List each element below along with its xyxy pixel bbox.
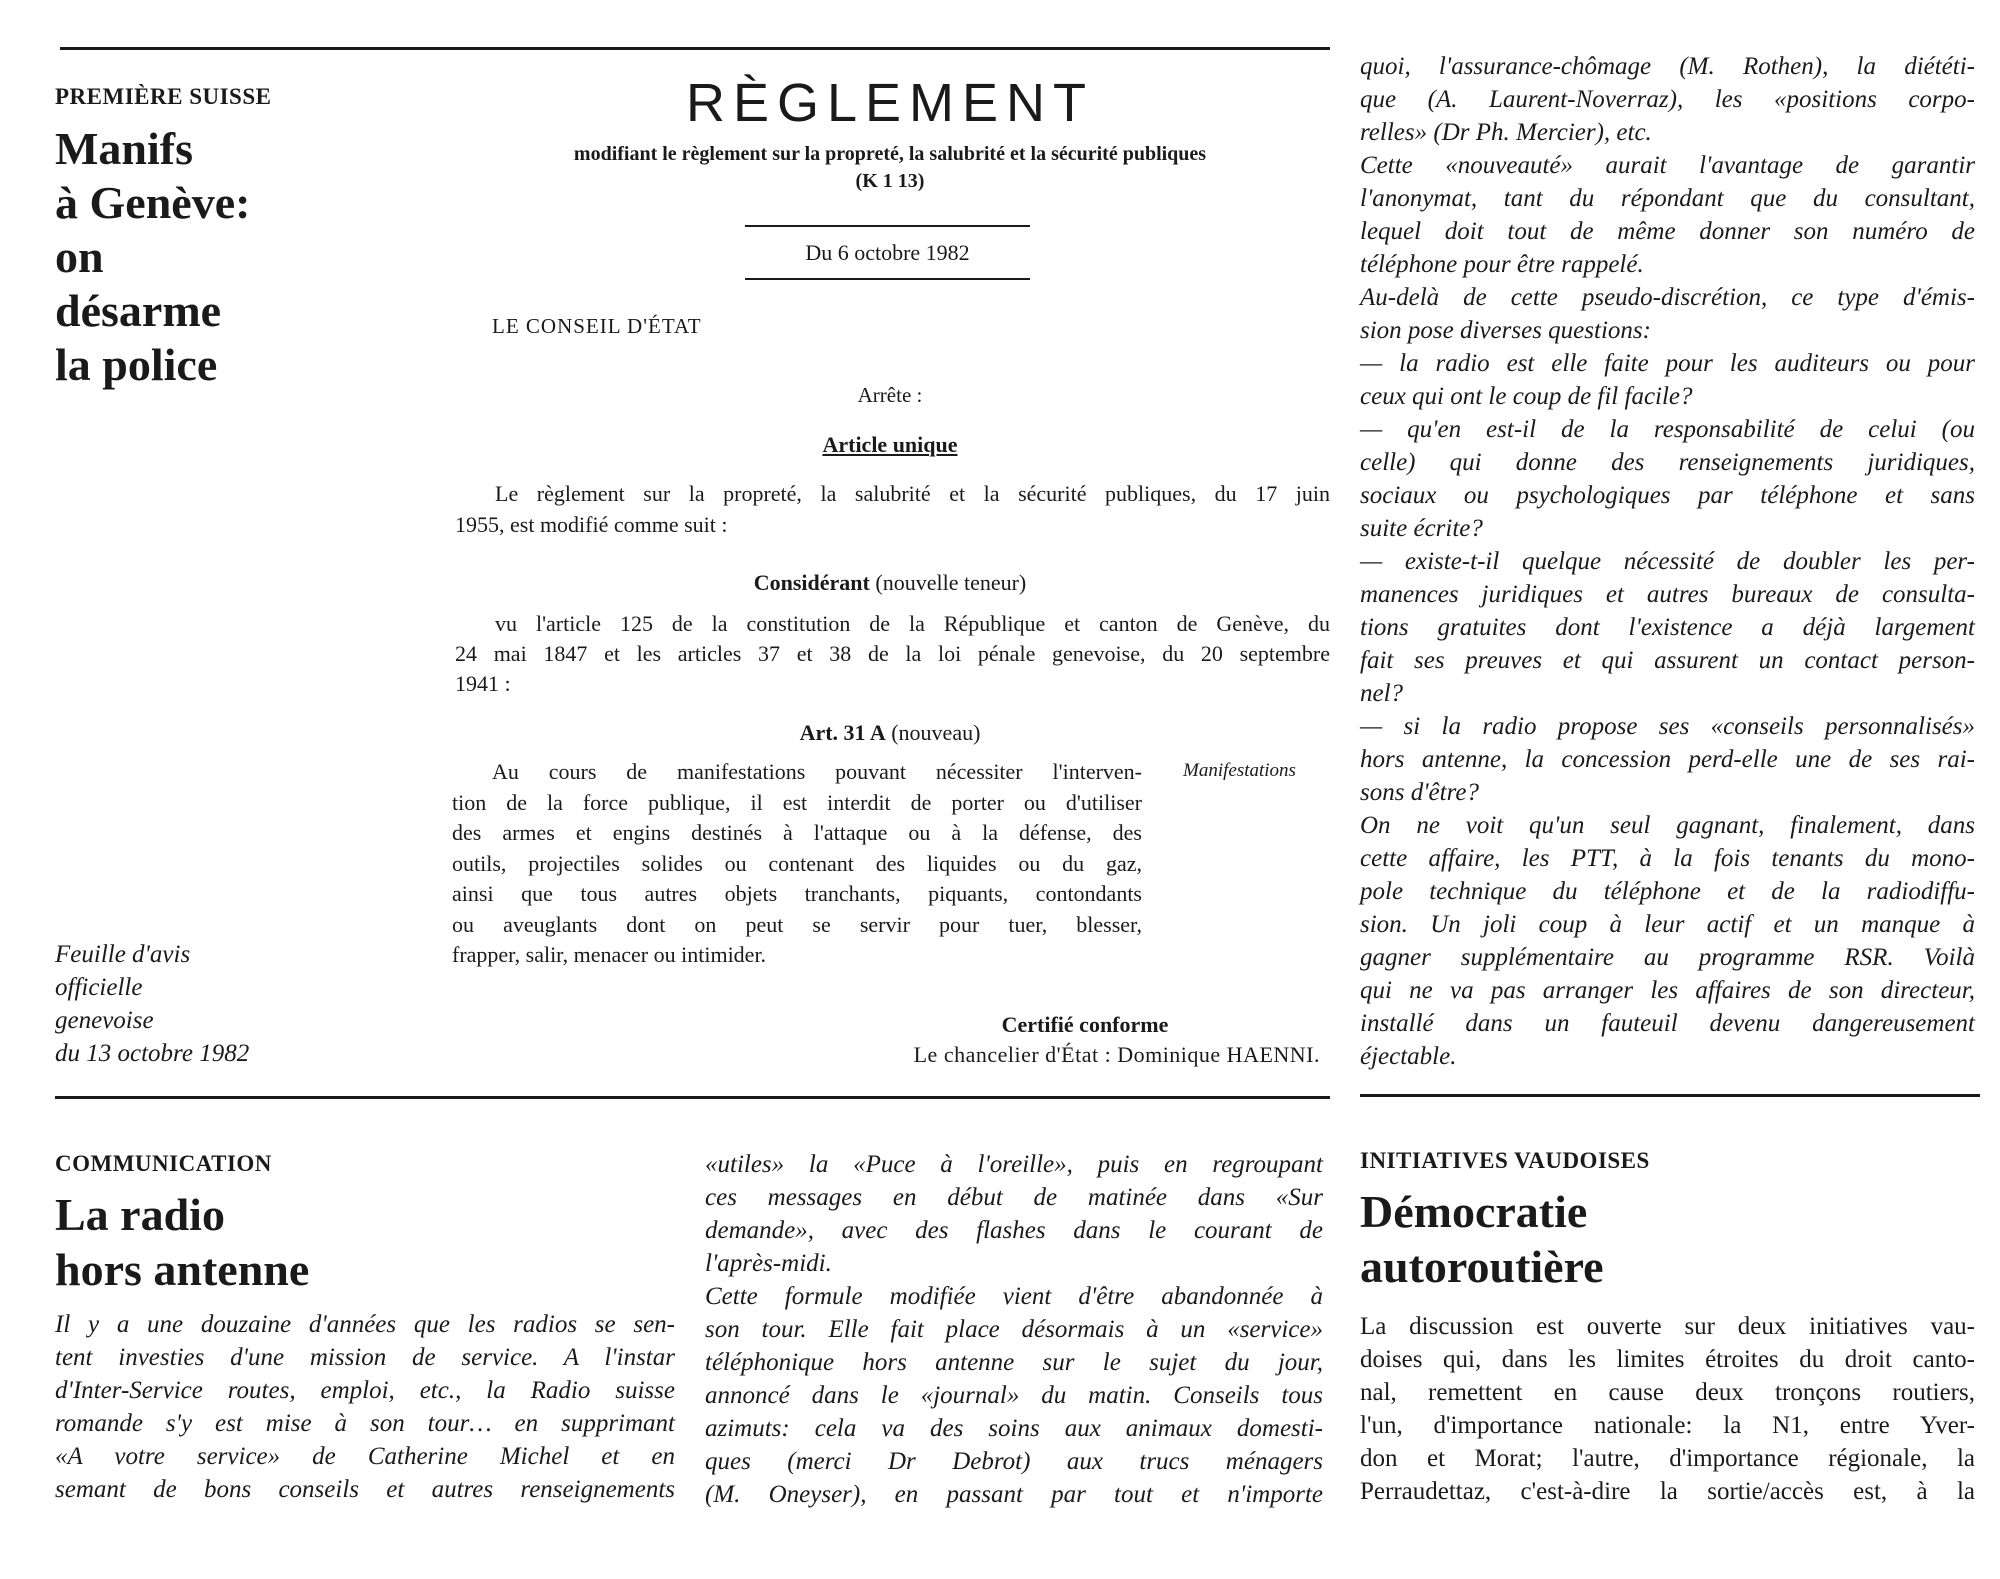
middle-rule-left: [55, 1096, 1330, 1099]
text-line: doises qui, dans les limites étroites du droit canto-: [1360, 1346, 1975, 1373]
text-line: «A votre service» de Catherine Michel et en: [55, 1443, 675, 1470]
headline-line: autoroutière: [1360, 1241, 1604, 1292]
art31-heading: [455, 720, 1325, 746]
section-kicker-communication: COMMUNICATION: [55, 1151, 272, 1176]
text-line: — qu'en est-il de la responsabilité de celui (ou: [1360, 416, 1975, 443]
text-line: nel?: [1360, 680, 1404, 707]
text-line: téléphonique hors antenne sur le sujet du jour,: [705, 1349, 1323, 1376]
text-line: nal, remettent en cause deux tronçons routiers,: [1360, 1379, 1975, 1406]
text-line: fait ses preuves et qui assurent un contact person-: [1360, 647, 1975, 674]
reglement-paragraph-3: [452, 757, 1142, 971]
text-line: La discussion est ouverte sur deux initiatives vau-: [1360, 1313, 1975, 1340]
paragraph-line: des armes et engins destinés à l'attaque ou à la défense, des: [452, 820, 1142, 845]
text-line: On ne voit qu'un seul gagnant, finalement, dans: [1360, 812, 1975, 839]
headline-line: à Genève:: [55, 177, 251, 228]
vaudoises-article-text: [1360, 1310, 1975, 1508]
headline-line: désarme: [55, 285, 222, 336]
reglement-subtitle: modifiant le règlement sur la propreté, la salubrité et la sécurité publiques: [573, 143, 1207, 165]
text-line: celle) qui donne des renseignements juridiques,: [1360, 449, 1975, 476]
text-line: l'anonymat, tant du répondant que du consultant,: [1360, 185, 1975, 212]
source-line: Feuille d'avis: [55, 941, 191, 968]
text-line: installé dans un fauteuil devenu dangereusement: [1360, 1010, 1975, 1037]
paragraph-line: Le règlement sur la propreté, la salubrité et la sécurité publiques, du 17 juin: [495, 481, 1330, 506]
source-line: du 13 octobre 1982: [55, 1040, 250, 1067]
headline-line: la police: [55, 339, 218, 390]
text-line: Au-delà de cette pseudo-discrétion, ce type d'émis-: [1360, 284, 1975, 311]
section-kicker-initiatives-vaudoises: INITIATIVES VAUDOISES: [1360, 1148, 1650, 1173]
paragraph-line: 1955, est modifié comme suit :: [455, 512, 728, 537]
text-line: «utiles» la «Puce à l'oreille», puis en regroupant: [705, 1151, 1323, 1178]
text-line: suite écrite?: [1360, 515, 1483, 542]
arrete: Arrête :: [857, 383, 923, 407]
text-line: ceux qui ont le coup de fil facile?: [1360, 383, 1693, 410]
text-line: — existe-t-il quelque nécessité de doubler les per-: [1360, 548, 1975, 575]
paragraph-line: tion de la force publique, il est interdit de porter ou d'utiliser: [452, 789, 1142, 815]
text-line: tent investies d'une mission de service. A l'instar: [55, 1344, 675, 1371]
margin-note: Manifestations: [1183, 760, 1296, 781]
text-line: annoncé dans le «journal» du matin. Conseils tous: [705, 1382, 1323, 1409]
source-line: officielle: [55, 974, 143, 1001]
text-line: sion. Un joli coup à leur actif et un manque à: [1360, 911, 1975, 938]
headline-line: La radio: [55, 1189, 225, 1240]
text-line: manences juridiques et autres bureaux de consulta-: [1360, 581, 1975, 608]
text-line: son tour. Elle fait place désormais à un «service»: [705, 1316, 1323, 1343]
art31-bold: Art. 31 A: [799, 720, 886, 745]
radio-article-col1: [55, 1308, 675, 1506]
certifie-conforme: Certifié conforme: [1001, 1012, 1169, 1037]
text-line: sion pose diverses questions:: [1360, 317, 1651, 344]
headline-line: on: [55, 231, 104, 282]
reglement-date: Du 6 octobre 1982: [805, 240, 970, 265]
radio-article-col2: [705, 1148, 1323, 1511]
text-line: Cette formule modifiée vient d'être abandonnée à: [705, 1283, 1323, 1310]
article-heading-text: Article unique: [822, 432, 958, 457]
text-line: gagner supplémentaire au programme RSR. Voilà: [1360, 944, 1975, 971]
reglement-code: (K 1 13): [855, 170, 925, 192]
reglement-paragraph-1: [455, 478, 1330, 540]
text-line: Perraudettaz, c'est-à-dire la sortie/accès est, à la: [1360, 1478, 1975, 1505]
headline-line: Démocratie: [1360, 1186, 1588, 1237]
text-line: (M. Oneyser), en passant par tout et n'importe: [705, 1481, 1323, 1508]
considerant-bold: Considérant: [753, 570, 870, 595]
paragraph-line: ou aveuglants dont on peut se servir pour tuer, blesser,: [452, 911, 1142, 937]
text-line: lequel doit tout de même donner son numéro de: [1360, 218, 1975, 245]
text-line: éjectable.: [1360, 1043, 1457, 1070]
paragraph-line: ainsi que tous autres objets tranchants, piquants, contondants: [452, 881, 1142, 906]
text-line: sons d'être?: [1360, 779, 1479, 806]
text-line: l'un, d'importance nationale: la N1, entre Yver-: [1360, 1412, 1975, 1439]
text-line: cette affaire, les PTT, à la fois tenants du mono-: [1360, 845, 1975, 872]
text-line: que (A. Laurent-Noverraz), les «positions corpo-: [1360, 86, 1975, 113]
paragraph-line: 1941 :: [455, 671, 511, 696]
radio-article-continuation: [1360, 50, 1975, 1073]
middle-rule-right: [1360, 1094, 1980, 1097]
considerant-heading: [455, 570, 1325, 596]
paragraph-line: Au cours de manifestations pouvant nécessiter l'interven-: [492, 759, 1142, 784]
paragraph-line: frapper, salir, menacer ou intimider.: [452, 942, 767, 967]
conseil-etat: LE CONSEIL D'ÉTAT: [492, 314, 702, 338]
text-line: l'après-midi.: [705, 1250, 832, 1277]
text-line: demande», avec des flashes dans le courant de: [705, 1217, 1323, 1244]
text-line: téléphone pour être rappelé.: [1360, 251, 1644, 278]
paragraph-line: outils, projectiles solides ou contenant des liquides ou du gaz,: [452, 850, 1142, 876]
text-line: semant de bons conseils et autres renseignements: [55, 1476, 675, 1503]
text-line: azimuts: cela va des soins aux animaux domesti-: [705, 1415, 1323, 1442]
text-line: qui ne va pas arranger les affaires de son directeur,: [1360, 977, 1975, 1004]
chancelier-signature: Le chancelier d'État : Dominique HAENNI.: [913, 1042, 1320, 1067]
text-line: d'Inter-Service routes, emploi, etc., la Radio suisse: [55, 1377, 675, 1404]
text-line: ces messages en début de matinée dans «Sur: [705, 1184, 1323, 1211]
article-heading: [700, 432, 1080, 458]
date-rule-bottom: [745, 278, 1030, 280]
text-line: tions gratuites dont l'existence a déjà largement: [1360, 614, 1975, 641]
text-line: quoi, l'assurance-chômage (M. Rothen), la diététi-: [1360, 53, 1975, 80]
text-line: — la radio est elle faite pour les auditeurs ou pour: [1360, 350, 1975, 377]
paragraph-line: 24 mai 1847 et les articles 37 et 38 de la loi pénale genevoise, du 20 septembre: [455, 641, 1330, 666]
considerant-rest: (nouvelle teneur): [875, 570, 1027, 595]
reglement-title: RÈGLEMENT: [685, 73, 1095, 133]
text-line: — si la radio propose ses «conseils personnalisés»: [1360, 713, 1975, 740]
headline-radio: [55, 1187, 309, 1297]
text-line: Cette «nouveauté» aurait l'avantage de garantir: [1360, 152, 1975, 179]
text-line: relles» (Dr Ph. Mercier), etc.: [1360, 119, 1652, 146]
headline-line: hors antenne: [55, 1244, 310, 1295]
date-rule-top: [745, 225, 1030, 227]
headline-manifs: [55, 122, 250, 392]
text-line: pole technique du téléphone et de la radiodiffu-: [1360, 878, 1975, 905]
text-line: hors antenne, la concession perd-elle une de ses rai-: [1360, 746, 1975, 773]
text-line: don et Morat; l'autre, d'importance régionale, la: [1360, 1445, 1975, 1472]
source-line: genevoise: [55, 1007, 154, 1034]
headline-line: Manifs: [55, 123, 193, 174]
source-citation: [55, 938, 249, 1070]
text-line: ques (merci Dr Debrot) aux trucs ménagers: [705, 1448, 1323, 1475]
reglement-paragraph-2: [455, 609, 1330, 699]
art31-rest: (nouveau): [891, 720, 981, 745]
headline-democratie: [1360, 1184, 1604, 1294]
text-line: romande s'y est mise à son tour… en supprimant: [55, 1410, 675, 1437]
section-kicker-premiere-suisse: PREMIÈRE SUISSE: [55, 84, 272, 109]
top-rule: [60, 47, 1330, 50]
text-line: sociaux ou psychologiques par téléphone et sans: [1360, 482, 1975, 509]
text-line: Il y a une douzaine d'années que les radios se sen-: [55, 1311, 675, 1338]
paragraph-line: vu l'article 125 de la constitution de la République et canton de Genève, du: [495, 611, 1330, 636]
